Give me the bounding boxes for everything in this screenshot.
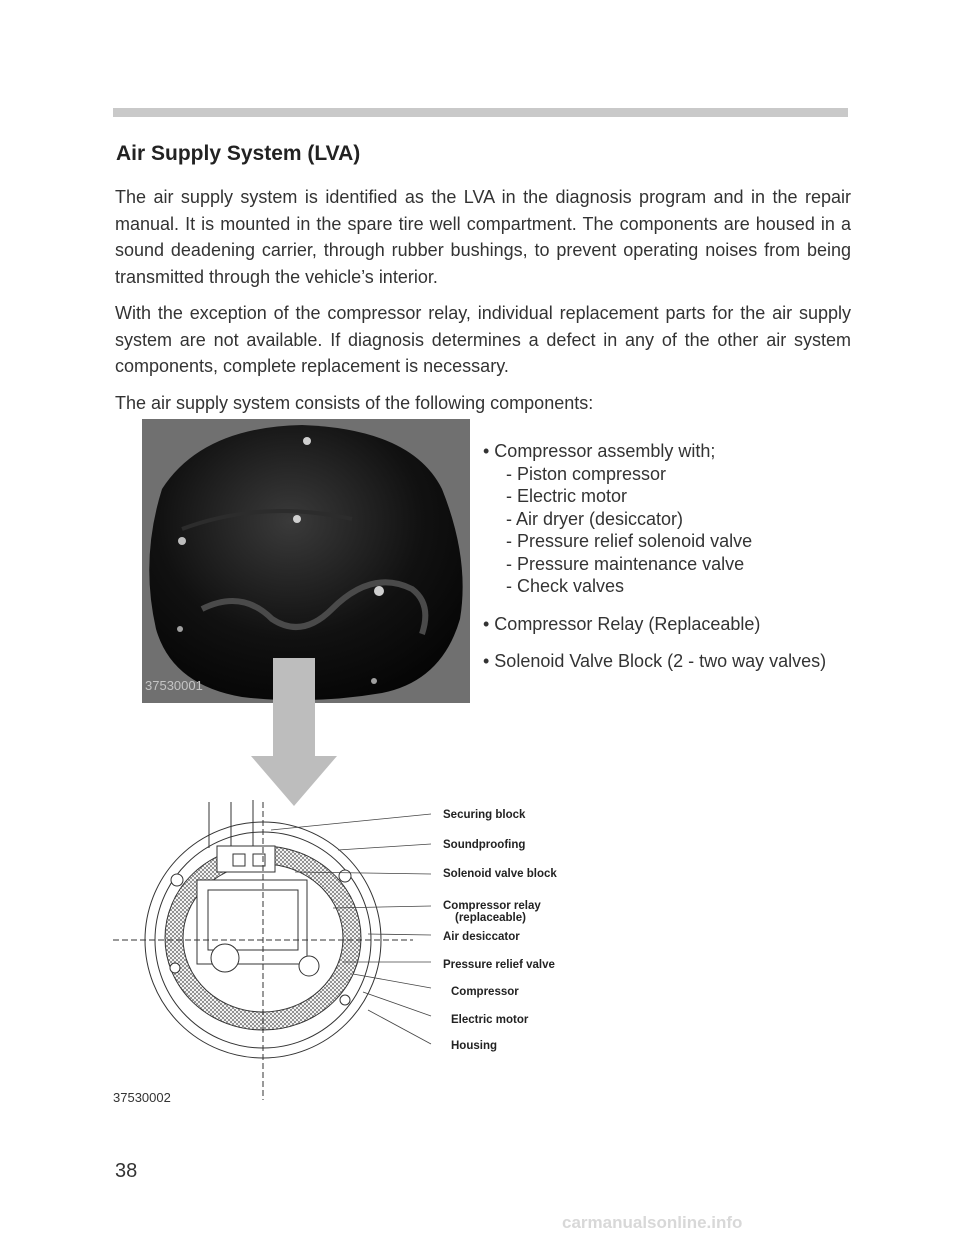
callout-pressure-relief-valve: Pressure relief valve <box>443 959 555 971</box>
callout-compressor-relay: Compressor relay <box>443 900 541 912</box>
components-intro: The air supply system consists of the following components: <box>115 393 594 413</box>
list-subitem: - Piston compressor <box>506 463 667 484</box>
header-rule <box>113 108 848 117</box>
callout-solenoid-valve-block: Solenoid valve block <box>443 868 557 880</box>
callout-air-desiccator: Air desiccator <box>443 931 520 943</box>
list-subitem: - Electric motor <box>506 486 628 506</box>
callout-compressor: Compressor <box>451 986 519 998</box>
callout-soundproofing: Soundproofing <box>443 839 526 851</box>
cross-section-drawing <box>113 788 593 1106</box>
list-item: • Compressor assembly with; <box>483 441 716 461</box>
watermark: carmanualsonline.info <box>562 1213 743 1232</box>
callout-housing: Housing <box>451 1040 497 1052</box>
photo-id: 37530001 <box>145 678 203 693</box>
list-item: • Solenoid Valve Block (2 - two way valves) <box>483 651 827 671</box>
list-subitem: - Check valves <box>506 576 625 596</box>
callout-electric-motor: Electric motor <box>451 1014 529 1026</box>
page-number: 38 <box>115 1160 138 1182</box>
callout-replaceable: (replaceable) <box>455 912 526 924</box>
diagram-id: 37530002 <box>113 1090 171 1105</box>
list-subitem: - Pressure maintenance valve <box>506 553 745 574</box>
page-title: Air Supply System (LVA) <box>116 142 361 165</box>
list-subitem: - Air dryer (desiccator) <box>506 508 684 529</box>
callout-securing-block: Securing block <box>443 809 526 821</box>
list-item: • Compressor Relay (Replaceable) <box>483 613 761 634</box>
intro-paragraph: The air supply system is identified as the LVA in the diagnosis program and in the repair manual. It is mounted in the spare tire well compartment. The components are housed in a sound deadening carrier, through rubber bushings, to prevent operating noises from being transmitted through the vehicle’s interior. <box>115 187 851 287</box>
down-arrow-icon <box>249 658 339 808</box>
component-list <box>483 440 826 673</box>
cross-section-diagram <box>113 788 593 1106</box>
list-subitem: - Pressure relief solenoid valve <box>506 531 753 551</box>
replacement-paragraph: With the exception of the compressor relay, individual replacement parts for the air supply system are not available. If diagnosis determines a defect in any of the other air system components, complete replacement is necessary. <box>115 303 851 376</box>
